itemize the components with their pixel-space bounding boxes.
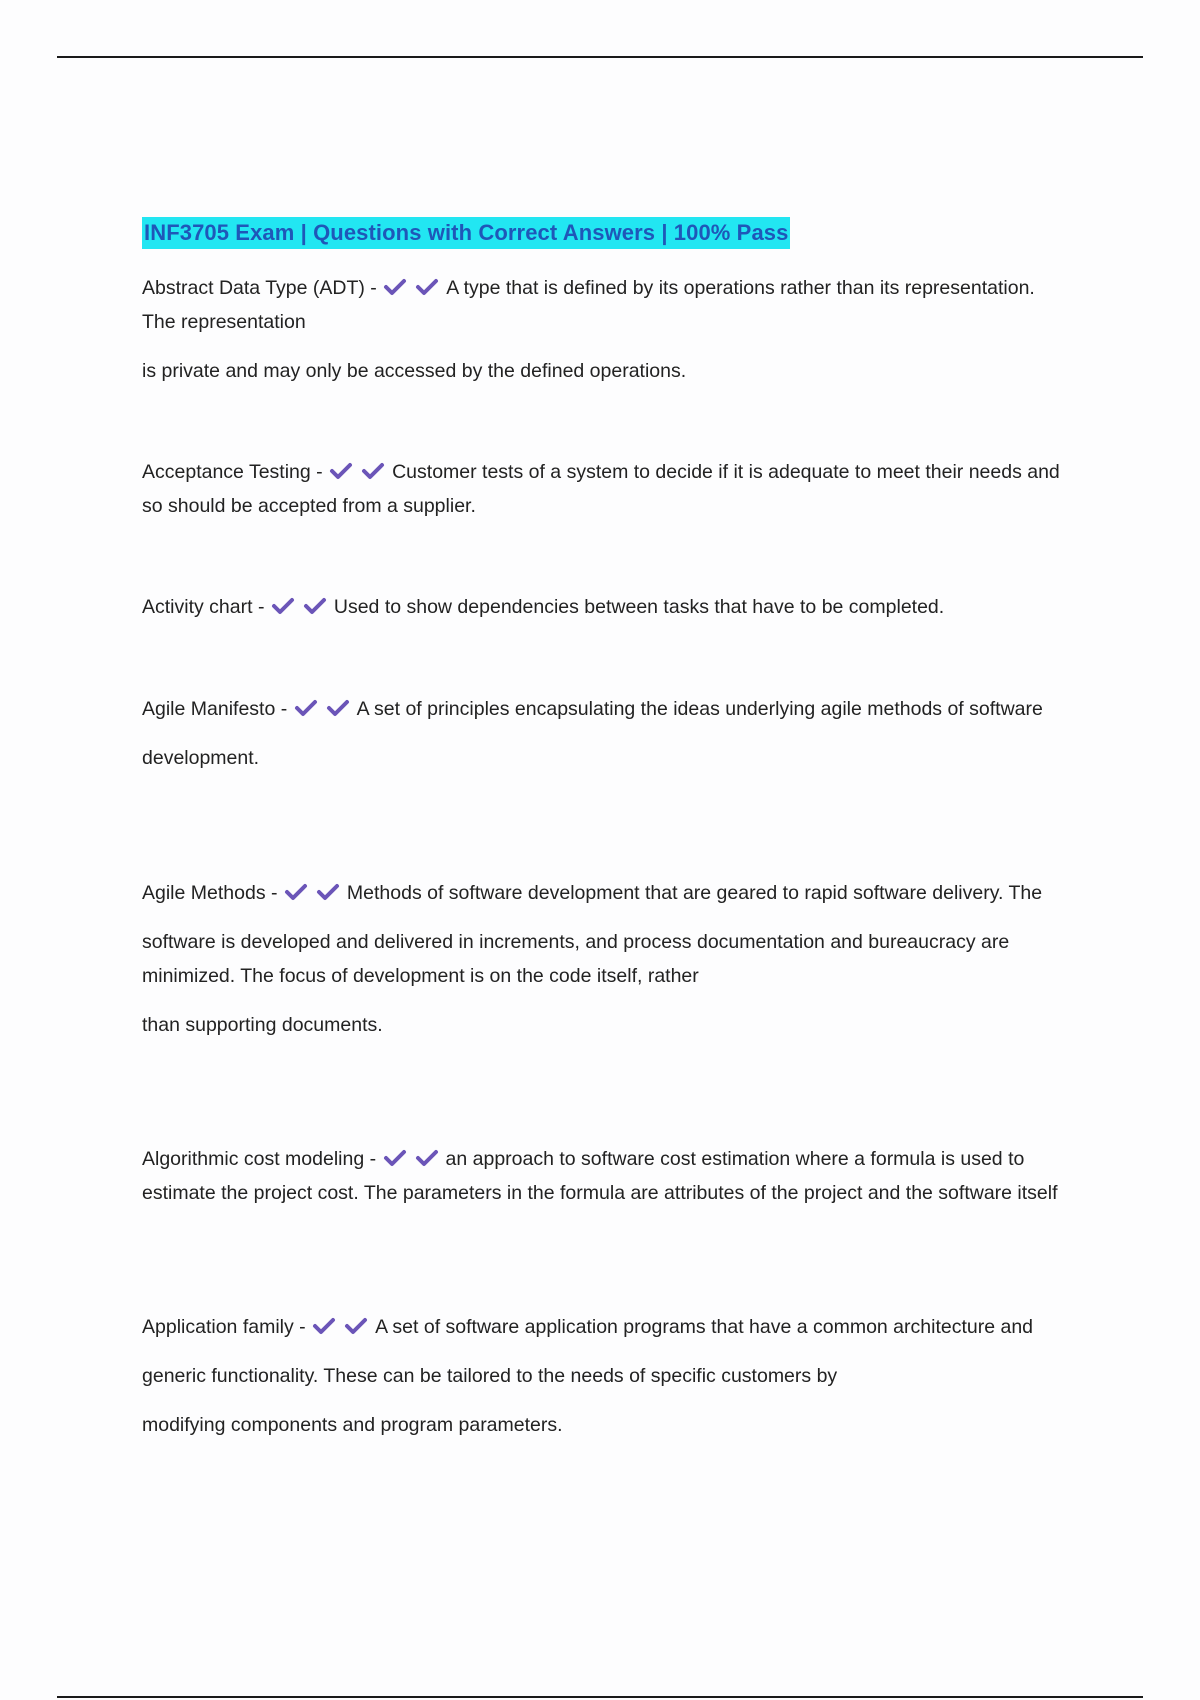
separator: - bbox=[275, 698, 293, 720]
entry-paragraph bbox=[142, 741, 1062, 775]
check-icon bbox=[414, 1148, 440, 1168]
entry-term: Abstract Data Type (ADT) bbox=[142, 277, 365, 299]
entry-definition: Methods of software development that are geared to rapid software delivery. The bbox=[346, 882, 1043, 904]
entry-term: Activity chart bbox=[142, 596, 253, 618]
check-icon bbox=[270, 596, 296, 616]
entry-paragraph bbox=[142, 1408, 1062, 1442]
separator: - bbox=[252, 596, 270, 618]
glossary-entry bbox=[142, 876, 1062, 1042]
entry-definition: A set of principles encapsulating the ideas underlying agile methods of software bbox=[356, 698, 1043, 720]
check-icon bbox=[360, 461, 386, 481]
entry-paragraph bbox=[142, 590, 1062, 624]
glossary-entry bbox=[142, 1142, 1062, 1210]
separator: - bbox=[364, 277, 383, 299]
separator: - bbox=[310, 461, 329, 483]
separator: - bbox=[364, 1148, 382, 1170]
entry-term: Acceptance Testing bbox=[142, 461, 311, 483]
glossary-entry bbox=[142, 692, 1062, 775]
entry-term: Application family bbox=[142, 1316, 294, 1338]
top-rule bbox=[57, 56, 1143, 58]
entry-paragraph bbox=[142, 1008, 1062, 1042]
document-title: INF3705 Exam | Questions with Correct Answers | 100% Pass bbox=[142, 217, 790, 249]
entry-definition: modifying components and program parameters. bbox=[142, 1414, 563, 1436]
entry-definition: an approach to software cost estimation where a formula is used to estimate the project cost. The parameters in the formula are attributes of the project and the software itself bbox=[142, 1148, 1058, 1204]
glossary-entry bbox=[142, 590, 1062, 624]
entry-definition: A type that is defined by its operations rather than its representation. The representation bbox=[142, 277, 1035, 333]
entry-term: Agile Manifesto bbox=[142, 698, 276, 720]
entry-definition: than supporting documents. bbox=[142, 1014, 383, 1036]
check-icon bbox=[325, 698, 351, 718]
entry-paragraph bbox=[142, 925, 1062, 993]
check-icon bbox=[302, 596, 328, 616]
glossary-entry bbox=[142, 1310, 1062, 1442]
entry-paragraph bbox=[142, 1359, 1062, 1393]
entry-term: Algorithmic cost modeling bbox=[142, 1148, 365, 1170]
bottom-rule bbox=[57, 1696, 1143, 1698]
entry-definition: A set of software application programs that have a common architecture and bbox=[375, 1316, 1034, 1338]
entry-definition: Customer tests of a system to decide if it is adequate to meet their needs and so should be accepted from a supplier. bbox=[142, 461, 1060, 517]
check-icon bbox=[293, 698, 319, 718]
check-icon bbox=[328, 461, 354, 481]
check-icon bbox=[311, 1316, 337, 1336]
glossary-entry bbox=[142, 271, 1062, 388]
check-icon bbox=[382, 277, 408, 297]
entry-paragraph bbox=[142, 271, 1062, 339]
separator: - bbox=[293, 1316, 312, 1338]
entry-paragraph bbox=[142, 1142, 1062, 1210]
entry-paragraph bbox=[142, 1310, 1062, 1344]
entry-term: Agile Methods bbox=[142, 882, 266, 904]
check-icon bbox=[382, 1148, 408, 1168]
entry-definition: generic functionality. These can be tailored to the needs of specific customers by bbox=[142, 1365, 838, 1387]
entry-paragraph bbox=[142, 692, 1062, 726]
entry-definition: is private and may only be accessed by the defined operations. bbox=[142, 360, 687, 382]
check-icon bbox=[414, 277, 440, 297]
check-icon bbox=[315, 882, 341, 902]
entry-paragraph bbox=[142, 354, 1062, 388]
entry-definition: software is developed and delivered in increments, and process documentation and bureaucracy are minimized. The focus of development is on the code itself, rather bbox=[142, 931, 1010, 987]
check-icon bbox=[283, 882, 309, 902]
entry-paragraph bbox=[142, 876, 1062, 910]
separator: - bbox=[265, 882, 283, 904]
glossary-entry bbox=[142, 455, 1062, 523]
check-icon bbox=[343, 1316, 369, 1336]
entry-paragraph bbox=[142, 455, 1062, 523]
entry-definition: Used to show dependencies between tasks that have to be completed. bbox=[333, 596, 945, 618]
entry-definition: development. bbox=[142, 747, 260, 769]
